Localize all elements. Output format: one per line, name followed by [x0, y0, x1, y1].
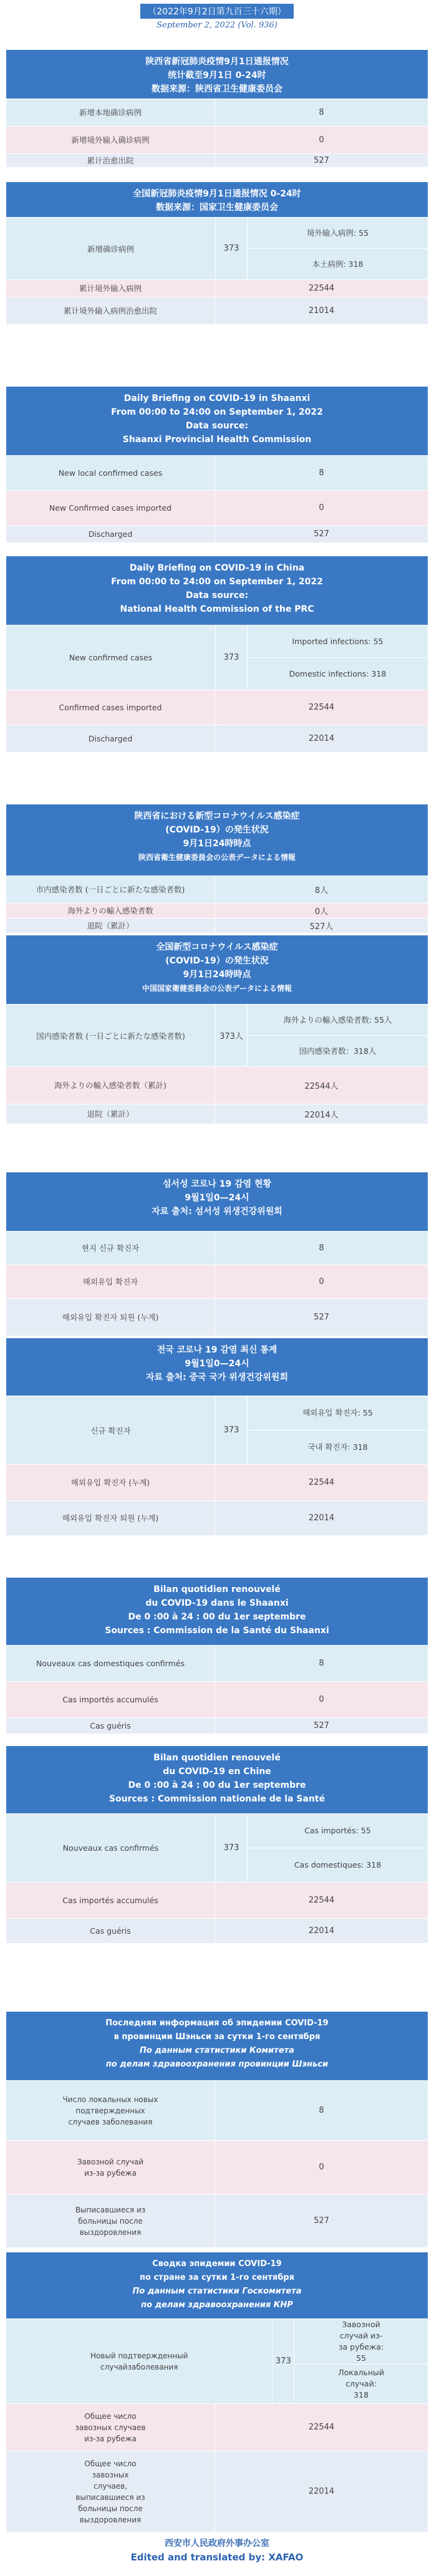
issue-subtitle: September 2, 2022 (Vol. 936) — [157, 21, 277, 30]
table-row: 累计境外输入病例 22544 — [6, 279, 428, 297]
zh-china-block — [6, 182, 428, 324]
table-row: Выписавшиеся из больницы после выздоровления 527 — [6, 2194, 428, 2247]
table-row: Nouveaux cas domestiques confirmés 8 — [6, 1645, 428, 1681]
table-row: New local confirmed cases 8 — [6, 455, 428, 490]
en-china-title: Daily Briefing on COVID-19 in China From 00:00 to 24:00 on September 1, 2022 Data source: National Health Commission of the PRC — [6, 556, 428, 625]
ja-shaanxi-block — [6, 804, 428, 933]
table-row: 현지 신규 확진자 8 — [6, 1231, 428, 1265]
table-row: 해외유입 확진자 퇴원 (누계) 22014 — [6, 1500, 428, 1535]
fr-shaanxi-block — [6, 1578, 428, 1734]
table-row: 海外よりの輸入感染者数 0人 — [6, 903, 428, 918]
table-row: 新增本地确诊病例 8 — [6, 99, 428, 126]
ko-china-block — [6, 1338, 428, 1535]
fr-new-cases-row: Nouveaux cas confirmés 373 Cas importés: 55 Cas domestiques: 318 — [6, 1813, 428, 1882]
zh-china-title: 全国新冠肺炎疫情9月1日通报情况 0-24时 数据来源：国家卫生健康委员会 — [6, 182, 428, 217]
table-row: Cas importés accumulés 22544 — [6, 1882, 428, 1918]
en-shaanxi-block — [6, 387, 428, 543]
table-row: Cas importés accumulés 0 — [6, 1681, 428, 1717]
ru-shaanxi-block — [6, 2012, 428, 2247]
table-row: 海外よりの輸入感染者数（累計) 22544人 — [6, 1066, 428, 1104]
ja-shaanxi-title: 陕西省における新型コロナウイルス感染症 (COVID-19）の発生状況 9月1日24時時点 陕西省衛生健康委員会の公表データによる情報 — [6, 804, 428, 876]
footer — [0, 2537, 434, 2563]
table-row: 退院（累計） 22014人 — [6, 1104, 428, 1124]
zh-shaanxi-block — [6, 50, 428, 167]
table-row: 해외유입 확진자 (누계) 22544 — [6, 1464, 428, 1500]
ko-china-title: 전국 코로나 19 감염 최신 통계 9월1일0—24시 자료 출처: 중국 국가 위생건강위원회 — [6, 1338, 428, 1396]
zh-shaanxi-title: 陕西省新冠肺炎疫情9月1日通报情况 统计截至9月1日 0-24时 数据来源：陕西省卫生健康委员会 — [6, 50, 428, 99]
ja-china-title: 全国新型コロナウイルス感染症 (COVID-19）の発生状況 9月1日24時時点 中国国家衛健委員会の公表データによる情報 — [6, 935, 428, 1004]
table-row: 累计治愈出院 527 — [6, 153, 428, 167]
issue-tag: （2022年9月2日第九百三十六期） — [140, 4, 293, 19]
table-row: New Confirmed cases imported 0 — [6, 490, 428, 525]
ko-new-cases-row: 신규 확진자 373 해외유입 확진자: 55 국내 확진자: 318 — [6, 1396, 428, 1464]
footer-credit: Edited and translated by: XAFAO — [130, 2552, 304, 2563]
table-row: Cas guéris 527 — [6, 1717, 428, 1734]
table-row: Число локальных новых подтвержденных случаев заболевания 8 — [6, 2080, 428, 2140]
en-shaanxi-title: Daily Briefing on COVID-19 in Shaanxi From 00:00 to 24:00 on September 1, 2022 Data source: Shaanxi Provincial Health Commission — [6, 387, 428, 455]
ko-shaanxi-title: 섬서성 코로나 19 감염 현황 9월1일0—24시 자료 출처: 섬서성 위생건강위원회 — [6, 1172, 428, 1231]
table-row: 市内感染者数 (一日ごとに新たな感染者数) 8人 — [6, 876, 428, 903]
table-row: 新增境外输入确诊病例 0 — [6, 126, 428, 153]
ja-new-cases-row: 国内感染者数 (一日ごとに新たな感染者数) 373人 海外よりの輸入感染者数: 55人 国内感染者数：318人 — [6, 1004, 428, 1066]
table-row: Confirmed cases imported 22544 — [6, 690, 428, 725]
table-row: 退院（累計） 527人 — [6, 918, 428, 933]
ko-shaanxi-block — [6, 1172, 428, 1336]
table-row: Discharged 22014 — [6, 725, 428, 752]
fr-shaanxi-title: Bilan quotidien renouvelé du COVID-19 dans le Shaanxi De 0 :00 à 24 : 00 du 1er septembre Sources : Commission de la Santé du Shaanxi — [6, 1578, 428, 1645]
fr-china-block — [6, 1746, 428, 1943]
ru-shaanxi-title: Последняя информация об эпидемии COVID-19 в провинции Шэньси за сутки 1-го сентября По данным статистики Комитета по делам здравоохранения провинции Шэньси — [6, 2012, 428, 2080]
ja-china-block — [6, 935, 428, 1124]
table-row: Discharged 527 — [6, 525, 428, 543]
table-row: 해외유입 확진자 퇴원 (누계) 527 — [6, 1298, 428, 1336]
en-china-block — [6, 556, 428, 752]
fr-china-title: Bilan quotidien renouvelé du COVID-19 en Chine De 0 :00 à 24 : 00 du 1er septembre Sources : Commission nationale de la Santé — [6, 1746, 428, 1813]
table-row: Общее число завозных случаев, выписавшиеся из больницы после выздоровления 22014 — [6, 2451, 428, 2532]
ru-new-cases-row: Новый подтвержденный случайзаболевания 373 Завозной случай из-за рубежа: 55 Локальный случай: 318 — [6, 2318, 428, 2403]
table-row: 累计境外输入病例治愈出院 21014 — [6, 297, 428, 324]
zh-new-cases-row: 新增确诊病例 373 境外输入病例: 55 本土病例: 318 — [6, 217, 428, 279]
table-row: Cas guéris 22014 — [6, 1918, 428, 1943]
ru-china-block — [6, 2252, 428, 2532]
en-new-cases-row: New confirmed cases 373 Imported infections: 55 Domestic infections: 318 — [6, 625, 428, 690]
issue-header — [0, 0, 434, 30]
table-row: Общее число завозных случаев из-за рубежа 22544 — [6, 2403, 428, 2451]
ru-china-title: Сводка эпидемии COVID-19 по стране за сутки 1-го сентября По данным статистики Госкомитета по делам здравоохранения КНР — [6, 2252, 428, 2318]
table-row: 해외유입 확진자 0 — [6, 1265, 428, 1298]
footer-office: 西安市人民政府外事办公室 — [165, 2539, 269, 2549]
table-row: Завозной случай из-за рубежа 0 — [6, 2140, 428, 2194]
